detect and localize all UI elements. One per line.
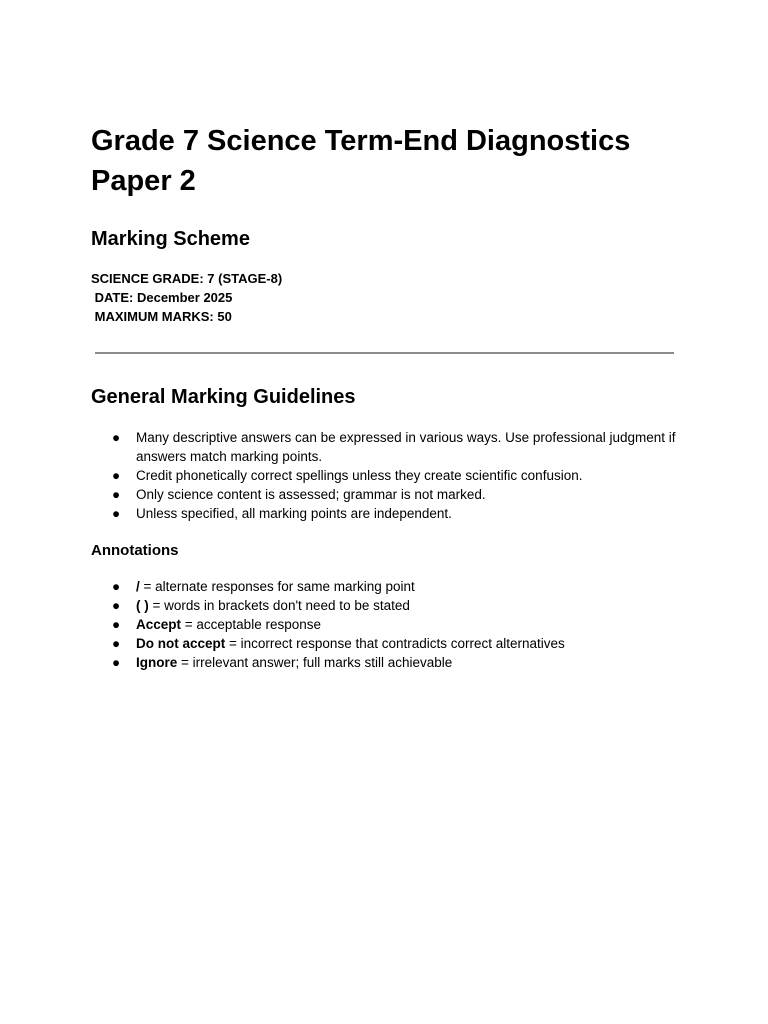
- list-item: [91, 653, 691, 672]
- list-item: [91, 596, 691, 615]
- guideline-text: Unless specified, all marking points are independent.: [136, 506, 452, 521]
- guidelines-list: [91, 428, 691, 523]
- list-item: [91, 615, 691, 634]
- bullet-icon: ●: [112, 506, 121, 521]
- document-title: Grade 7 Science Term-End Diagnostics Paper 2: [91, 125, 631, 197]
- list-item: [91, 504, 691, 523]
- bullet-icon: ●: [112, 655, 121, 670]
- meta-max-marks: MAXIMUM MARKS: 50: [91, 309, 232, 324]
- annotation-description: = irrelevant answer; full marks still achievable: [177, 655, 453, 670]
- annotation-term: Do not accept: [136, 636, 226, 651]
- guideline-text: Only science content is assessed; grammar is not marked.: [136, 487, 486, 502]
- list-item: [91, 485, 691, 504]
- bullet-icon: ●: [112, 468, 121, 483]
- annotations-list: [91, 577, 691, 672]
- bullet-icon: ●: [112, 487, 121, 502]
- guideline-text: Many descriptive answers can be expressed in various ways. Use professional judgment if answers match marking points.: [136, 430, 676, 464]
- bullet-icon: ●: [112, 636, 121, 651]
- meta-date: DATE: December 2025: [91, 290, 233, 305]
- bullet-icon: ●: [112, 617, 121, 632]
- document-subtitle: Marking Scheme: [91, 228, 250, 250]
- annotation-description: = acceptable response: [181, 617, 321, 632]
- bullet-icon: ●: [112, 430, 121, 445]
- annotation-term: Ignore: [136, 655, 178, 670]
- annotations-heading: Annotations: [91, 542, 179, 559]
- list-item: [91, 577, 691, 596]
- list-item: [91, 428, 691, 466]
- annotation-term: ( ): [136, 598, 149, 613]
- annotation-description: = words in brackets don't need to be stated: [148, 598, 410, 613]
- section-divider: [95, 352, 674, 354]
- bullet-icon: ●: [112, 579, 121, 594]
- guideline-text: Credit phonetically correct spellings unless they create scientific confusion.: [136, 468, 583, 483]
- annotation-term: Accept: [136, 617, 182, 632]
- meta-grade: SCIENCE GRADE: 7 (STAGE-8): [91, 271, 283, 286]
- list-item: [91, 466, 691, 485]
- annotation-term: /: [136, 579, 140, 594]
- bullet-icon: ●: [112, 598, 121, 613]
- annotation-description: = alternate responses for same marking point: [139, 579, 415, 594]
- list-item: [91, 634, 691, 653]
- annotation-description: = incorrect response that contradicts correct alternatives: [225, 636, 565, 651]
- guidelines-heading: General Marking Guidelines: [91, 386, 356, 408]
- document-meta: [91, 269, 282, 326]
